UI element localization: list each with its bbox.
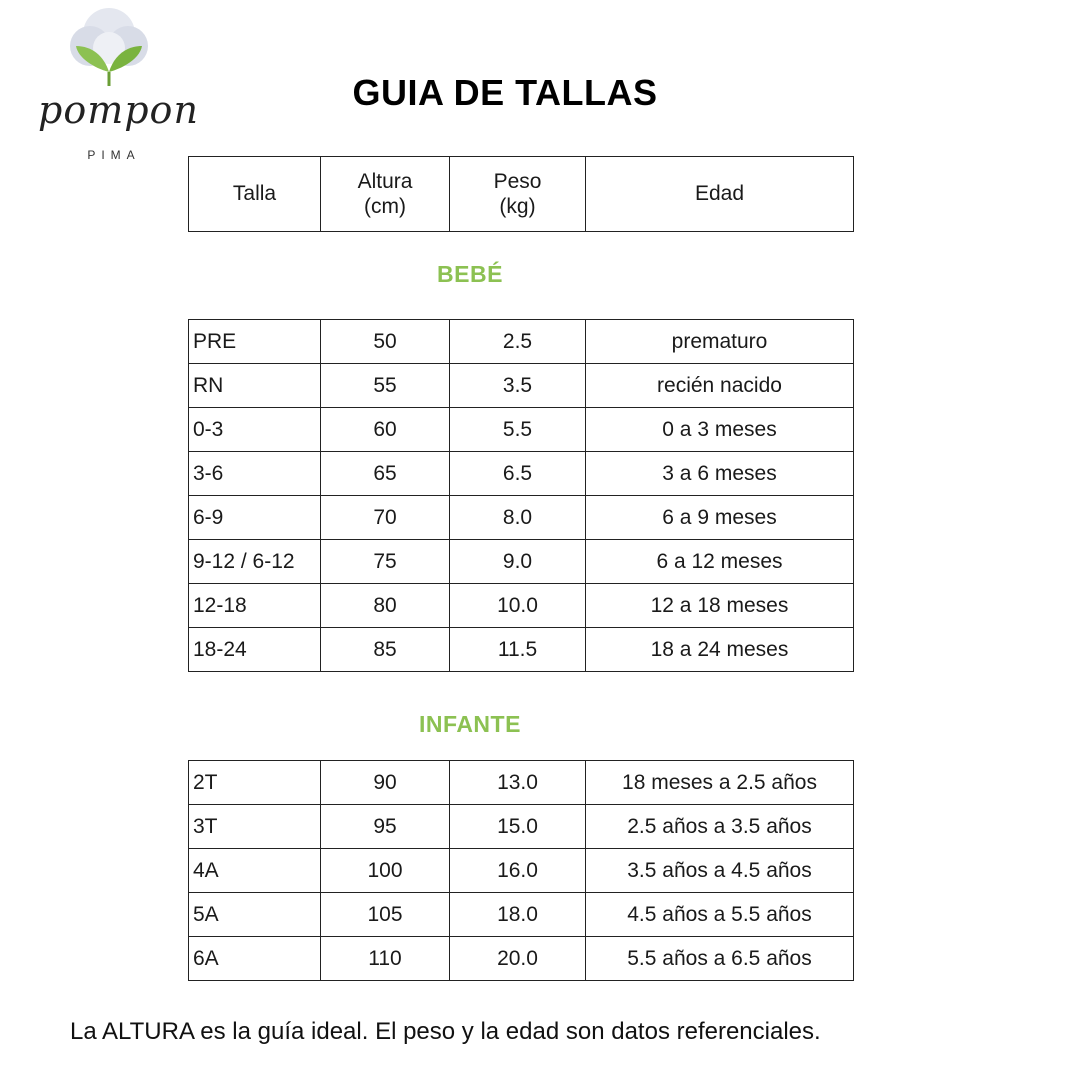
table-row [189,761,854,805]
size-cell: 9-12 / 6-12 [189,540,321,584]
table-row [189,364,854,408]
size-cell: 12-18 [189,584,321,628]
weight-cell: 16.0 [450,849,586,893]
size-cell: 18-24 [189,628,321,672]
header-peso-label: Peso [493,169,542,193]
height-cell: 70 [321,496,450,540]
weight-cell: 9.0 [450,540,586,584]
header-talla-label: Talla [232,182,277,206]
height-cell: 100 [321,849,450,893]
footnote: La ALTURA es la guía ideal. El peso y la edad son datos referenciales. [70,1018,821,1045]
height-cell: 80 [321,584,450,628]
infante-size-table [188,760,854,981]
size-cell: 3T [189,805,321,849]
table-row [189,540,854,584]
header-peso [450,157,586,232]
age-cell: prematuro [586,320,854,364]
weight-cell: 6.5 [450,452,586,496]
size-cell: 2T [189,761,321,805]
table-row [189,937,854,981]
section-title-bebe: BEBÉ [437,261,503,287]
weight-cell: 20.0 [450,937,586,981]
weight-cell: 8.0 [450,496,586,540]
size-cell: 6-9 [189,496,321,540]
size-cell: 3-6 [189,452,321,496]
table-row [189,893,854,937]
table-row [189,628,854,672]
header-talla [189,157,321,232]
page-title: GUIA DE TALLAS [352,72,658,113]
size-cell: 0-3 [189,408,321,452]
bebe-size-table [188,319,854,672]
age-cell: 18 a 24 meses [586,628,854,672]
size-cell: 6A [189,937,321,981]
header-altura-unit: (cm) [364,195,406,218]
header-altura [321,157,450,232]
header-edad-label: Edad [694,182,745,206]
age-cell: 5.5 años a 6.5 años [586,937,854,981]
size-cell: 4A [189,849,321,893]
brand-name: pompon [38,88,199,132]
header-altura-label: Altura [357,169,413,193]
table-row [189,496,854,540]
size-cell: RN [189,364,321,408]
table-row [189,805,854,849]
height-cell: 75 [321,540,450,584]
height-cell: 110 [321,937,450,981]
weight-cell: 5.5 [450,408,586,452]
cotton-flower-icon [64,6,154,90]
header-edad [586,157,854,232]
height-cell: 60 [321,408,450,452]
height-cell: 65 [321,452,450,496]
height-cell: 55 [321,364,450,408]
age-cell: 4.5 años a 5.5 años [586,893,854,937]
weight-cell: 13.0 [450,761,586,805]
height-cell: 105 [321,893,450,937]
age-cell: 6 a 12 meses [586,540,854,584]
weight-cell: 18.0 [450,893,586,937]
header-table [188,156,854,232]
height-cell: 85 [321,628,450,672]
bebe-table-body [189,320,854,672]
age-cell: 2.5 años a 3.5 años [586,805,854,849]
age-cell: 18 meses a 2.5 años [586,761,854,805]
weight-cell: 10.0 [450,584,586,628]
brand-logo [30,6,199,166]
header-peso-unit: (kg) [499,195,536,218]
size-cell: PRE [189,320,321,364]
age-cell: recién nacido [586,364,854,408]
brand-subtitle: PIMA [87,148,141,162]
age-cell: 3.5 años a 4.5 años [586,849,854,893]
table-row [189,849,854,893]
header-row [189,157,854,232]
weight-cell: 3.5 [450,364,586,408]
height-cell: 95 [321,805,450,849]
height-cell: 90 [321,761,450,805]
age-cell: 3 a 6 meses [586,452,854,496]
weight-cell: 11.5 [450,628,586,672]
height-cell: 50 [321,320,450,364]
weight-cell: 2.5 [450,320,586,364]
table-row [189,452,854,496]
section-title-infante: INFANTE [419,711,521,737]
age-cell: 0 a 3 meses [586,408,854,452]
table-row [189,320,854,364]
table-row [189,584,854,628]
age-cell: 12 a 18 meses [586,584,854,628]
table-row [189,408,854,452]
weight-cell: 15.0 [450,805,586,849]
age-cell: 6 a 9 meses [586,496,854,540]
size-cell: 5A [189,893,321,937]
infante-table-body [189,761,854,981]
